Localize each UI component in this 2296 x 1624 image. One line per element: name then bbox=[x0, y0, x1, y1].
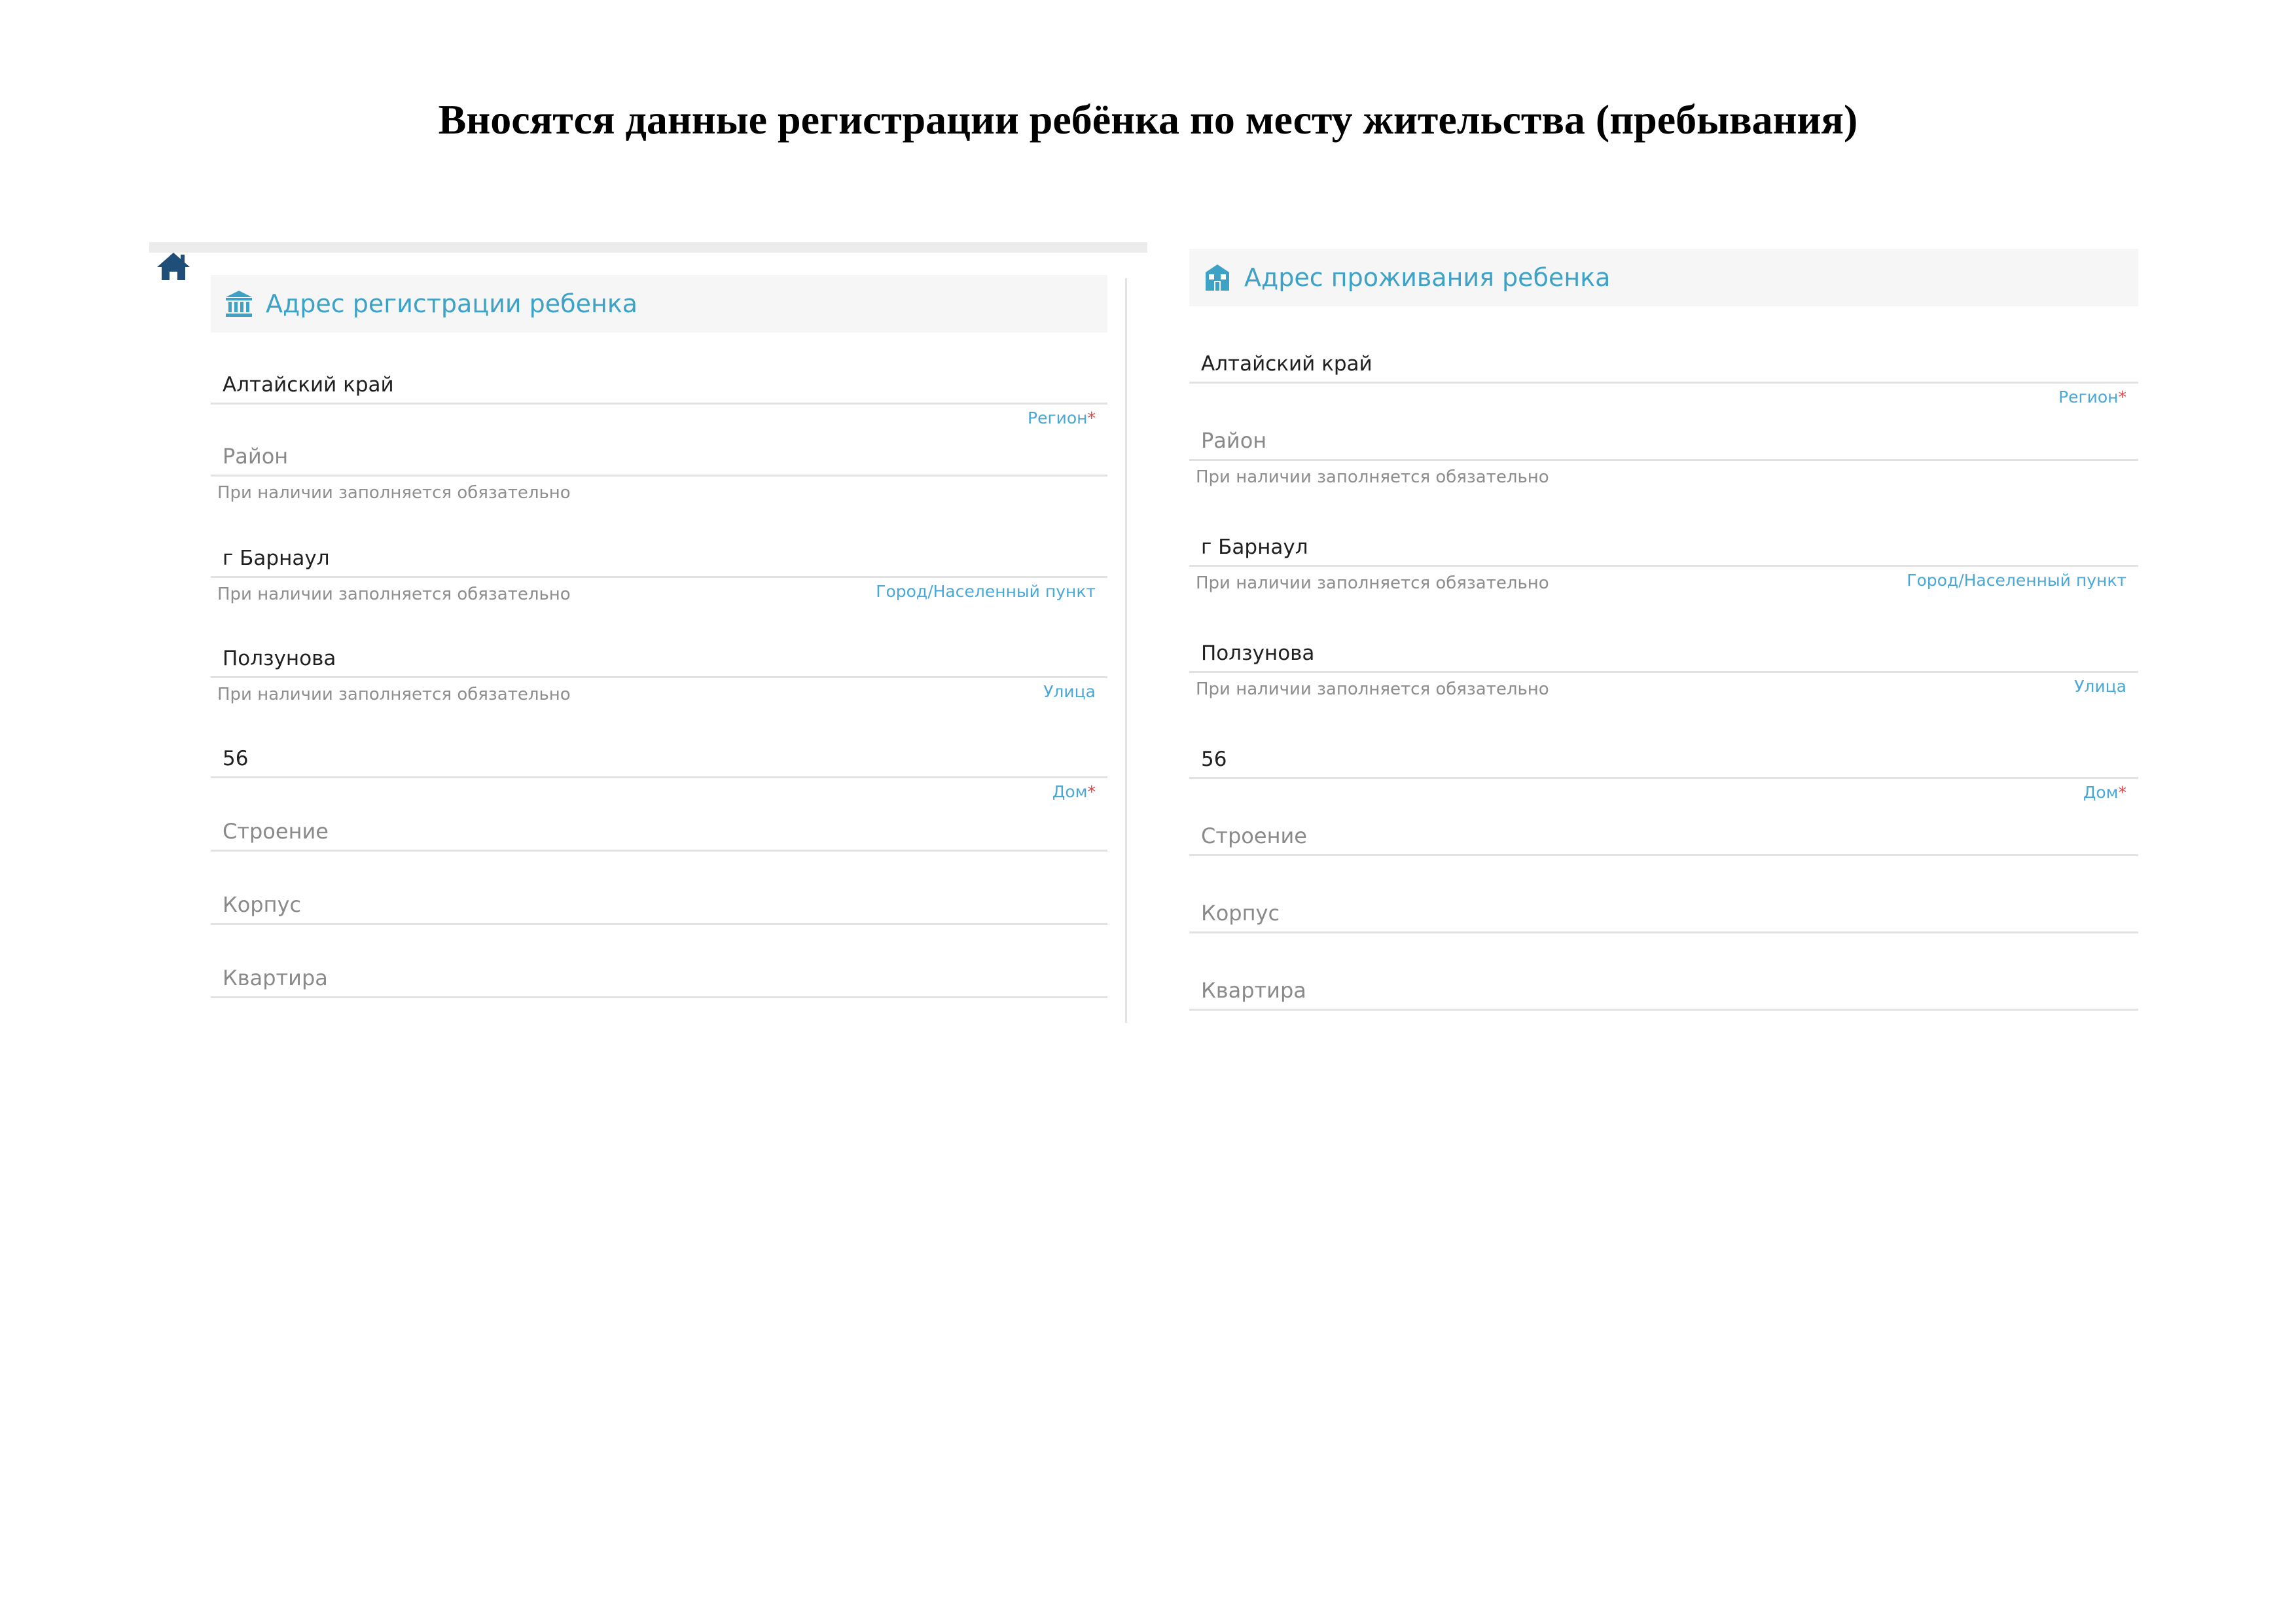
city-value: г Барнаул bbox=[223, 547, 330, 570]
top-bar bbox=[149, 242, 1147, 253]
house-field[interactable] bbox=[211, 678, 1107, 778]
street-helper-text: При наличии заполняется обязательно bbox=[1196, 679, 1549, 699]
district-placeholder: Район bbox=[223, 444, 289, 469]
house-label: Дом* bbox=[2083, 783, 2126, 802]
street-value: Ползунова bbox=[1201, 641, 1315, 665]
region-field[interactable] bbox=[1189, 306, 2138, 384]
street-label: Улица bbox=[1043, 682, 1096, 701]
region-value: Алтайский край bbox=[223, 373, 394, 397]
city-label: Город/Населенный пункт bbox=[1907, 571, 2126, 590]
apartment-placeholder: Квартира bbox=[1201, 978, 1306, 1003]
street-helper-text: При наличии заполняется обязательно bbox=[217, 685, 571, 704]
house-label: Дом* bbox=[1052, 782, 1096, 801]
city-field[interactable] bbox=[211, 477, 1107, 578]
district-field[interactable] bbox=[1189, 384, 2138, 461]
street-label: Улица bbox=[2074, 677, 2126, 696]
building-field[interactable] bbox=[211, 778, 1107, 852]
street-value: Ползунова bbox=[223, 647, 336, 670]
panel-divider bbox=[1125, 278, 1127, 1023]
street-field[interactable] bbox=[1189, 567, 2138, 673]
registration-address-panel bbox=[211, 275, 1107, 998]
district-helper-text: При наличии заполняется обязательно bbox=[1196, 467, 1549, 487]
region-field[interactable] bbox=[211, 333, 1107, 405]
apartment-field[interactable] bbox=[211, 925, 1107, 998]
city-helper-text: При наличии заполняется обязательно bbox=[217, 585, 571, 604]
district-placeholder: Район bbox=[1201, 428, 1267, 453]
field-underline bbox=[1189, 1009, 2138, 1011]
region-value: Алтайский край bbox=[1201, 352, 1372, 376]
apartment-field[interactable] bbox=[1189, 933, 2138, 1011]
city-label: Город/Населенный пункт bbox=[876, 582, 1096, 601]
house-door-icon bbox=[1202, 262, 1232, 293]
block-field[interactable] bbox=[1189, 856, 2138, 933]
building-field[interactable] bbox=[1189, 779, 2138, 856]
field-underline bbox=[211, 996, 1107, 998]
district-helper-text: При наличии заполняется обязательно bbox=[217, 483, 571, 503]
house-value: 56 bbox=[1201, 748, 1227, 771]
street-field[interactable] bbox=[211, 578, 1107, 678]
apartment-placeholder: Квартира bbox=[223, 965, 328, 990]
registration-section-title: Адрес регистрации ребенка bbox=[266, 289, 638, 318]
registration-section-header bbox=[211, 275, 1107, 333]
region-label: Регион* bbox=[2058, 388, 2126, 406]
city-field[interactable] bbox=[1189, 461, 2138, 567]
residence-section-title: Адрес проживания ребенка bbox=[1244, 263, 1611, 292]
region-label: Регион* bbox=[1028, 408, 1096, 427]
bank-building-icon bbox=[224, 289, 254, 319]
building-placeholder: Строение bbox=[223, 819, 329, 844]
residence-address-panel bbox=[1189, 249, 2138, 1011]
house-value: 56 bbox=[223, 747, 249, 770]
document-title: Вносятся данные регистрации ребёнка по месту жительства (пребывания) bbox=[438, 96, 1858, 143]
district-field[interactable] bbox=[211, 405, 1107, 477]
residence-section-header bbox=[1189, 249, 2138, 306]
block-field[interactable] bbox=[211, 852, 1107, 925]
city-value: г Барнаул bbox=[1201, 535, 1308, 559]
building-placeholder: Строение bbox=[1201, 823, 1307, 848]
block-placeholder: Корпус bbox=[1201, 901, 1280, 926]
city-helper-text: При наличии заполняется обязательно bbox=[1196, 573, 1549, 593]
block-placeholder: Корпус bbox=[223, 892, 302, 917]
house-field[interactable] bbox=[1189, 673, 2138, 779]
home-icon[interactable] bbox=[156, 251, 191, 281]
